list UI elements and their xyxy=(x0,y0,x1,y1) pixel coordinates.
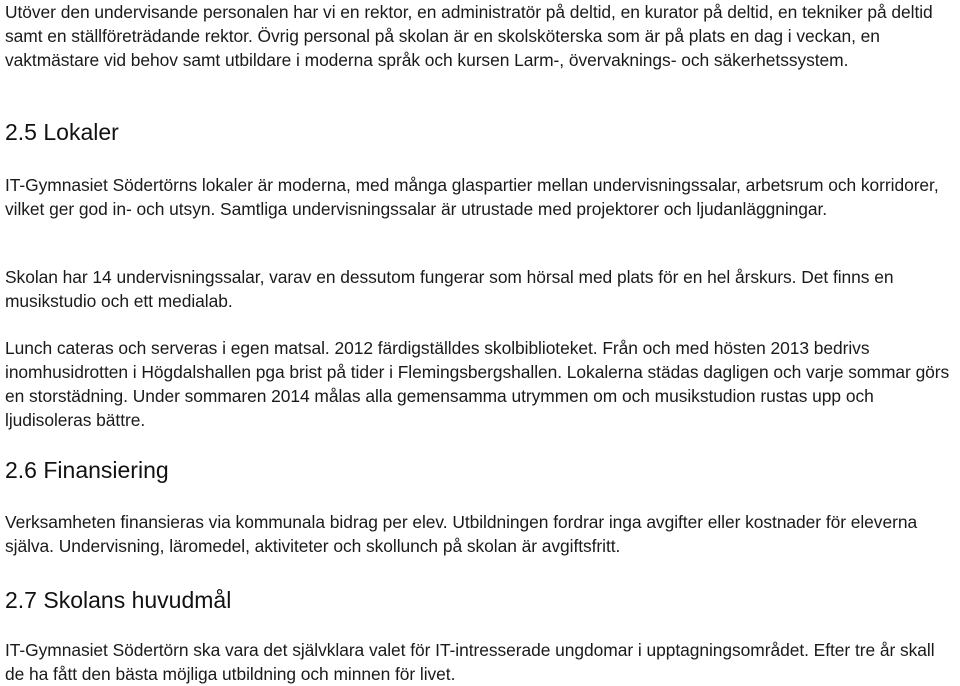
section-heading-finansiering: 2.6 Finansiering xyxy=(5,457,169,483)
lokaler-paragraph-3: Lunch cateras och serveras i egen matsal. 2012 färdigställdes skolbiblioteket. Från och med hösten 2013 bedrivs inomhusidrotten i Högdalshallen pga brist på tider i Flemingsbergshallen. Lokalerna städas dagligen och varje sommar görs en storstädning. Under sommaren 2014 målas alla gemensamma utrymmen om och musikstudion rustas upp och ljudisoleras bättre. xyxy=(5,338,950,430)
section-heading-huvudmal: 2.7 Skolans huvudmål xyxy=(5,587,232,613)
staff-paragraph: Utöver den undervisande personalen har vi en rektor, en administratör på deltid, en kurator på deltid, en tekniker på deltid samt en ställföreträdande rektor. Övrig personal på skolan är en skolsköterska som är på plats en dag i veckan, en vaktmästare vid behov samt utbildare i moderna språk och kursen Larm-, övervaknings- och säkerhetssystem. xyxy=(5,2,933,70)
huvudmal-paragraph: IT-Gymnasiet Södertörn ska vara det självklara valet för IT-intresserade ungdomar i upptagningsområdet. Efter tre år skall de ha fått den bästa möjliga utbildning och minnen för livet. xyxy=(5,640,935,684)
lokaler-paragraph-1: IT-Gymnasiet Södertörns lokaler är moderna, med många glaspartier mellan undervisningssalar, arbetsrum och korridorer, vilket ger god in- och utsyn. Samtliga undervisningssalar är utrustade med projektorer och ljudanläggningar. xyxy=(5,175,939,219)
section-heading-lokaler: 2.5 Lokaler xyxy=(5,119,119,145)
lokaler-paragraph-2: Skolan har 14 undervisningssalar, varav en dessutom fungerar som hörsal med plats för en hel årskurs. Det finns en musikstudio och ett medialab. xyxy=(5,267,894,311)
finansiering-paragraph: Verksamheten finansieras via kommunala bidrag per elev. Utbildningen fordrar inga avgifter eller kostnader för eleverna själva. Undervisning, läromedel, aktiviteter och skollunch på skolan är avgiftsfritt. xyxy=(5,512,918,556)
